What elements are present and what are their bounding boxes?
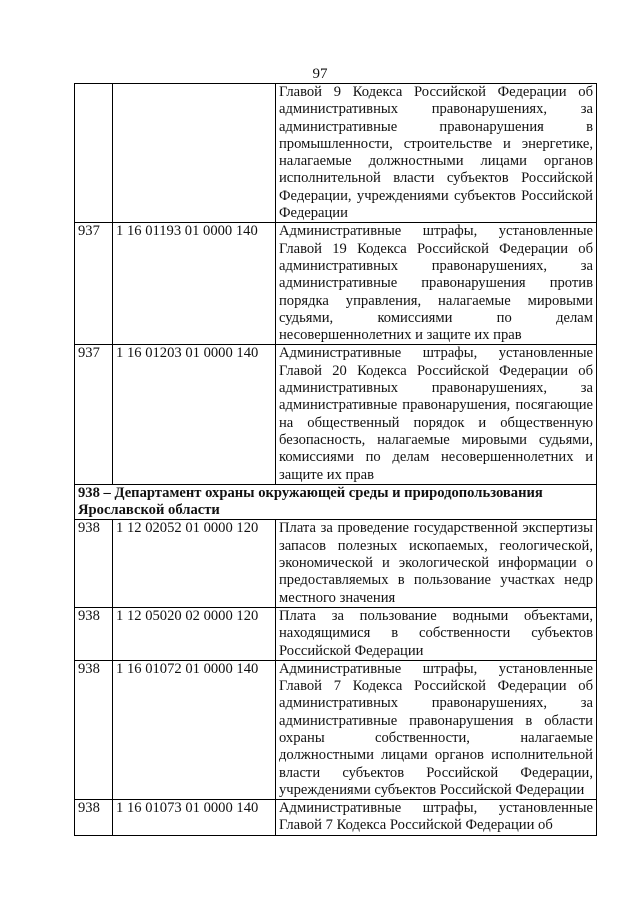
budget-code-cell: 1 16 01072 01 0000 140	[113, 660, 276, 799]
admin-code-cell	[75, 84, 113, 223]
admin-code-cell: 938	[75, 607, 113, 660]
description-cell: Административные штрафы, установленные Главой 7 Кодекса Российской Федерации об	[276, 800, 597, 836]
description-cell: Плата за проведение государственной экспертизы запасов полезных ископаемых, геологической, экономической и экологической информации о предоставляемых в пользование участках недр местного значения	[276, 520, 597, 607]
description-cell: Главой 9 Кодекса Российской Федерации об административных правонарушениях, за административные правонарушения в промышленности, строительстве и энергетике, налагаемые должностными лицами органов исполнительной власти субъектов Российской Федерации, учреждениями субъектов Российской Федерации	[276, 84, 597, 223]
description-cell: Административные штрафы, установленные Главой 19 Кодекса Российской Федерации об административных правонарушениях, за административные правонарушения против порядка управления, налагаемые мировыми судьями, комиссиями по делам несовершеннолетних и защите их прав	[276, 223, 597, 345]
table-row	[75, 660, 597, 799]
section-header-row	[75, 484, 597, 520]
table-row	[75, 607, 597, 660]
section-header: 938 – Департамент охраны окружающей среды и природопользования Ярославской области	[75, 484, 597, 520]
admin-code-cell: 937	[75, 223, 113, 345]
admin-code-cell: 938	[75, 520, 113, 607]
budget-code-cell: 1 12 05020 02 0000 120	[113, 607, 276, 660]
budget-code-cell: 1 16 01073 01 0000 140	[113, 800, 276, 836]
budget-code-cell	[113, 84, 276, 223]
description-cell: Административные штрафы, установленные Главой 20 Кодекса Российской Федерации об административных правонарушениях, за административные правонарушения, посягающие на общественный порядок и общественную безопасность, налагаемые мировыми судьями, комиссиями по делам несовершеннолетних и защите их прав	[276, 345, 597, 484]
budget-codes-table	[74, 83, 597, 836]
budget-code-cell: 1 16 01203 01 0000 140	[113, 345, 276, 484]
table-row	[75, 800, 597, 836]
table-body	[75, 84, 597, 836]
admin-code-cell: 938	[75, 800, 113, 836]
table-row	[75, 345, 597, 484]
admin-code-cell: 937	[75, 345, 113, 484]
description-cell: Административные штрафы, установленные Главой 7 Кодекса Российской Федерации об административных правонарушениях, за административные правонарушения в области охраны собственности, налагаемые должностными лицами органов исполнительной власти субъектов Российской Федерации, учреждениями субъектов Российской Федерации	[276, 660, 597, 799]
budget-code-cell: 1 12 02052 01 0000 120	[113, 520, 276, 607]
description-cell: Плата за пользование водными объектами, находящимися в собственности субъектов Российской Федерации	[276, 607, 597, 660]
page-number: 97	[312, 66, 328, 82]
budget-code-cell: 1 16 01193 01 0000 140	[113, 223, 276, 345]
table-row	[75, 223, 597, 345]
table-row	[75, 520, 597, 607]
table-row	[75, 84, 597, 223]
admin-code-cell: 938	[75, 660, 113, 799]
